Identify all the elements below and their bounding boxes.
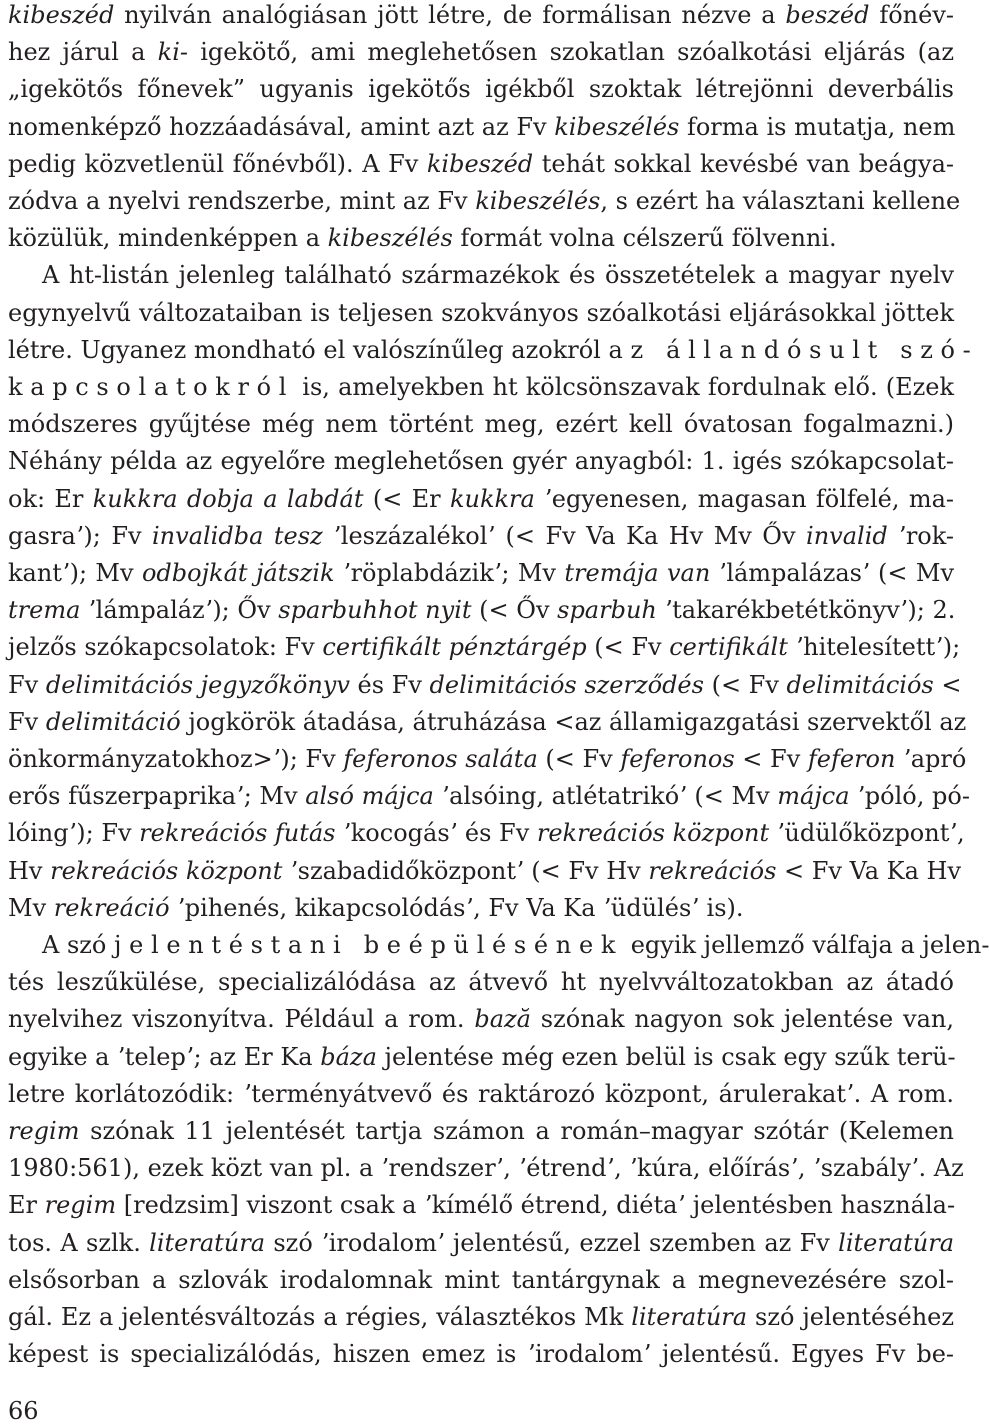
text-line	[8, 1004, 954, 1034]
text-line	[8, 484, 954, 514]
text-run: szó jelentéséhez	[747, 1303, 954, 1331]
text-run: egyike a ʼtelepʼ; az Er Ka	[8, 1042, 321, 1071]
spaced-emphasis: kapcsolatokról	[8, 373, 295, 401]
text-run: forma is mutatja, nem	[679, 112, 956, 141]
text-run: < Fv Va Ka Hv	[776, 856, 962, 885]
text-line	[8, 74, 954, 104]
text-run: ʼleszázalékolʼ (< Fv Va Ka Hv Mv Őv	[322, 521, 807, 550]
italic-term: delimitáció	[45, 707, 181, 736]
text-line	[8, 223, 954, 253]
text-line	[8, 1228, 954, 1258]
text-run: (< Őv	[471, 596, 558, 625]
italic-term: beszéd	[785, 1, 870, 29]
italic-term: bază	[474, 1005, 531, 1034]
text-line	[8, 1116, 954, 1146]
text-run: szónak nagyon sok jelentése van,	[530, 1005, 954, 1034]
italic-term: rekreáció	[53, 893, 170, 922]
text-run: Néhány példa az egyelőre meglehetősen gyér anyagból: 1. igés szókapcsolat-	[8, 447, 954, 476]
italic-term: tremája van	[564, 559, 711, 587]
italic-term: trema	[8, 596, 81, 625]
text-run: A ht-listán jelenleg található származékok és összetételek a magyar nyelv	[42, 261, 954, 290]
text-line	[8, 1265, 954, 1295]
text-line	[8, 744, 967, 774]
italic-term: ki-	[157, 38, 188, 67]
text-line	[42, 930, 989, 960]
text-run: szónak 11 jelentését tartja számon a román–magyar szótár (Kelemen	[79, 1117, 954, 1145]
italic-term: rekreációs	[648, 856, 777, 885]
text-run: egynyelvű változataiban is teljesen szokványos szóalkotási eljárásokkal jöttek	[8, 298, 954, 327]
text-run: ʼröplabdázikʼ; Mv	[334, 559, 565, 587]
text-run: , s ezért ha választani kellene	[600, 187, 961, 215]
text-run: lóingʼ); Fv	[8, 819, 140, 848]
text-run: <	[933, 670, 962, 699]
text-run: nyilván analógiásan jött létre, de formálisan nézve a	[114, 1, 786, 29]
text-run: szó ʼirodalomʼ jelentésű, ezzel szemben az Fv	[265, 1228, 839, 1257]
text-run: Hv	[8, 856, 51, 885]
text-run: ʼrok-	[887, 521, 954, 550]
italic-term: literatúra	[838, 1228, 955, 1257]
text-run: (< Er	[363, 484, 450, 513]
text-run: létre. Ugyanez mondható el valószínűleg azokról	[8, 335, 609, 364]
spaced-emphasis: jelentéstani beépülésének	[114, 931, 624, 959]
text-run: is, amelyekben ht kölcsönszavak fordulnak elő. (Ezek	[294, 373, 954, 401]
italic-term: feferonos	[620, 745, 735, 773]
text-run: nomenképző hozzáadásával, amint azt az Fv	[8, 112, 555, 141]
text-run: gasraʼ); Fv	[8, 521, 152, 550]
text-line	[8, 0, 954, 30]
text-run: kantʼ); Mv	[8, 559, 142, 587]
italic-term: rekreációs központ	[50, 856, 283, 885]
italic-term: májca	[777, 782, 850, 811]
text-run: elsősorban a szlovák irodalomnak mint tantárgynak a megnevezésére szol-	[8, 1265, 954, 1294]
italic-term: kibeszéd	[8, 1, 115, 29]
text-line	[8, 670, 962, 700]
text-run: < Fv	[734, 745, 808, 773]
text-run: [redzsim] viszont csak a ʼkímélő étrend, diétaʼ jelentésben használa-	[116, 1191, 956, 1220]
italic-term: feferon	[807, 745, 896, 773]
text-line	[8, 781, 970, 811]
italic-term: báza	[320, 1042, 377, 1071]
italic-term: regim	[8, 1117, 80, 1145]
italic-term: delimitációs	[786, 670, 934, 699]
text-run: ʼapró	[895, 745, 967, 773]
text-line	[8, 818, 965, 848]
italic-term: kibeszéd	[426, 149, 534, 178]
text-run: Fv	[8, 707, 46, 736]
italic-term: literatúra	[631, 1303, 748, 1331]
text-line	[8, 372, 954, 402]
text-run: (< Fv	[586, 633, 670, 662]
text-line	[8, 1190, 954, 1220]
text-line	[8, 186, 961, 216]
text-run: ʼegyenesen, magasan fölfelé, ma-	[534, 484, 954, 513]
italic-term: kibeszélés	[554, 112, 680, 141]
text-run: ʼszabadidőközpontʼ (< Fv Hv	[282, 856, 649, 885]
text-run: tos. A szlk.	[8, 1228, 150, 1257]
text-line	[8, 707, 967, 737]
text-line	[8, 1153, 964, 1183]
text-line	[42, 260, 954, 290]
text-line	[8, 1042, 954, 1072]
text-run: A szó	[42, 931, 114, 959]
text-run: és Fv	[349, 670, 430, 699]
text-line	[8, 595, 954, 625]
text-run: 1980:561), ezek közt van pl. a ʼrendszerʼ, ʼétrendʼ, ʼkúra, előírásʼ, ʼszabályʼ. Az	[8, 1154, 964, 1183]
text-run: nyelvihez viszonyítva. Például a rom.	[8, 1005, 475, 1034]
text-line	[8, 298, 954, 328]
page-number: 66	[8, 1397, 39, 1425]
text-line	[8, 1079, 954, 1109]
text-run: jelentése még ezen belül is csak egy szűk terü-	[376, 1042, 956, 1071]
italic-term: delimitációs szerződés	[429, 670, 704, 699]
italic-term: alsó májca	[305, 782, 434, 811]
text-run: letre korlátozódik: ʼterményátvevő és raktározó központ, árulerakatʼ. A rom.	[8, 1079, 954, 1108]
text-line	[8, 409, 954, 439]
italic-term: rekreációs futás	[139, 819, 336, 848]
italic-term: kibeszélés	[327, 224, 453, 253]
spaced-emphasis: az állandósult szó-	[608, 335, 979, 364]
text-run: jogkörök átadása, átruházása <az államigazgatási szervektől az	[180, 707, 967, 736]
text-line	[8, 632, 961, 662]
italic-term: regim	[44, 1191, 117, 1220]
text-run: zódva a nyelvi rendszerbe, mint az Fv	[8, 187, 476, 215]
text-line	[8, 856, 962, 886]
text-line	[8, 558, 954, 588]
italic-term: kibeszélés	[475, 187, 601, 215]
text-line	[8, 335, 979, 365]
text-run: igekötő, ami meglehetősen szokatlan szóalkotási eljárás (az	[188, 38, 954, 67]
text-run: pedig közvetlenül főnévből). A Fv	[8, 149, 427, 178]
text-run: ʼpóló, pó-	[849, 782, 970, 811]
text-run: tés leszűkülése, specializálódása az átvevő ht nyelvváltozatokban az átadó	[8, 968, 954, 997]
text-run: formát volna célszerű fölvenni.	[452, 224, 837, 253]
text-run: önkormányzatokhoz>ʼ); Fv	[8, 745, 344, 773]
text-line	[8, 446, 954, 476]
text-line	[8, 967, 954, 997]
text-run: ʼlámpalázʼ); Őv	[80, 596, 279, 625]
text-run: ʼlámpalázasʼ (< Mv	[710, 559, 955, 587]
text-run: egyik jellemző válfaja a jelen-	[623, 931, 989, 959]
italic-term: certifikált	[669, 633, 788, 662]
italic-term: literatúra	[149, 1228, 266, 1257]
text-run: Fv	[8, 670, 46, 699]
italic-term: delimitációs jegyzőkönyv	[45, 670, 350, 699]
text-run: Mv	[8, 893, 54, 922]
text-line	[8, 521, 954, 551]
text-run: jelzős szókapcsolatok: Fv	[8, 633, 323, 662]
italic-term: invalidba tesz	[152, 521, 323, 550]
italic-term: rekreációs központ	[536, 819, 770, 848]
text-line	[8, 37, 954, 67]
text-run: módszeres gyűjtése még nem történt meg, ezért kell óvatosan fogalmazni.)	[8, 410, 954, 439]
text-run: ʼpihenés, kikapcsolódásʼ, Fv Va Ka ʼüdülésʼ is).	[169, 893, 744, 922]
italic-term: kukkra	[449, 484, 535, 513]
italic-term: odbojkát játszik	[141, 559, 335, 587]
text-run: Er	[8, 1191, 45, 1220]
italic-term: invalid	[806, 521, 888, 550]
text-run: ʼtakarékbetétkönyvʼ); 2.	[656, 596, 956, 625]
text-run: „igekötős főnevek” ugyanis igekötős igékből szoktak létrejönni deverbális	[8, 75, 954, 104]
text-line	[8, 112, 954, 142]
text-run: főnév-	[869, 1, 954, 29]
text-run: ʼkocogásʼ és Fv	[335, 819, 537, 848]
text-run: hez járul a	[8, 38, 158, 67]
text-run: képest is specializálódás, hiszen emez is ʼirodalomʼ jelentésű. Egyes Fv be-	[8, 1340, 954, 1369]
text-run: ʼhitelesítettʼ);	[787, 633, 961, 662]
italic-term: sparbuhhot nyit	[278, 596, 472, 625]
text-run: közülük, mindenképpen a	[8, 224, 328, 253]
text-run: erős fűszerpaprikaʼ; Mv	[8, 782, 306, 811]
text-run: ok: Er	[8, 484, 93, 513]
italic-term: feferonos saláta	[343, 745, 538, 773]
text-line	[8, 1302, 954, 1332]
text-run: (< Fv	[537, 745, 621, 773]
text-line	[8, 149, 954, 179]
text-run: (< Fv	[703, 670, 787, 699]
text-run: ʼüdülőközpontʼ,	[769, 819, 965, 848]
text-run: tehát sokkal kevésbé van beágya-	[533, 149, 954, 178]
text-run: gál. Ez a jelentésváltozás a régies, választékos Mk	[8, 1303, 632, 1331]
italic-term: sparbuh	[557, 596, 657, 625]
text-line	[8, 893, 954, 923]
italic-term: certifikált pénztárgép	[322, 633, 587, 662]
italic-term: kukkra dobja a labdát	[92, 484, 364, 513]
text-run: ʼalsóing, atlétatrikóʼ (< Mv	[433, 782, 778, 811]
text-line	[8, 1339, 954, 1369]
